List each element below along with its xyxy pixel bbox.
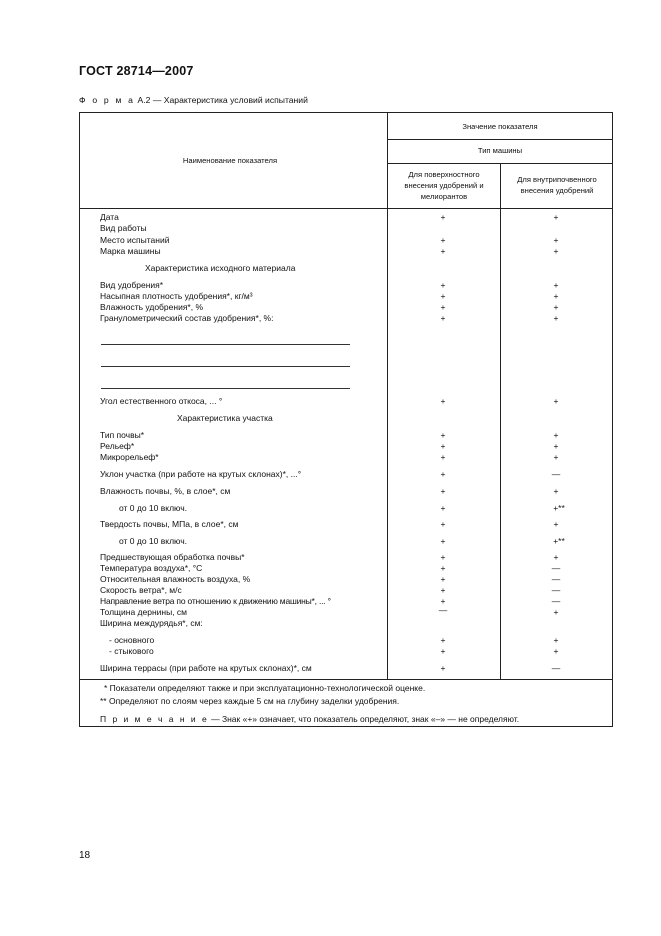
row-mark-subsurface: + (553, 212, 559, 222)
row-label: Угол естественного откоса, ... ° (100, 396, 223, 406)
row-mark-surface: + (440, 646, 446, 656)
row-label: Дата (100, 212, 119, 222)
row-mark-surface: + (440, 536, 446, 546)
row-mark-surface: + (440, 441, 446, 451)
row-label: Температура воздуха*, °С (100, 563, 203, 573)
row-mark-subsurface: + (553, 646, 559, 656)
row-label: Толщина дернины, см (100, 607, 188, 617)
header-name-column: Наименование показателя (182, 156, 278, 165)
row-label: Гранулометрический состав удобрения*, %: (100, 313, 274, 323)
form-caption (79, 95, 308, 105)
row-mark-subsurface: + (553, 313, 559, 323)
row-mark-surface: + (440, 503, 446, 513)
blank-fill-line (101, 344, 350, 345)
header-col-surface-line: мелиорантов (420, 192, 468, 201)
row-mark-subsurface: + (553, 291, 559, 301)
row-mark-subsurface: — (551, 596, 561, 606)
row-mark-subsurface: + (553, 235, 559, 245)
row-mark-subsurface: + (553, 430, 559, 440)
section-heading: Характеристика исходного материала (145, 263, 296, 273)
row-label: Вид удобрения* (100, 280, 164, 290)
row-mark-surface: + (440, 246, 446, 256)
footnote-double-star: ** Определяют по слоям через каждые 5 см на глубину заделки удобрения. (100, 696, 400, 706)
row-mark-subsurface: — (551, 563, 561, 573)
note-text: — Знак «+» означает, что показатель определяют, знак «–» — не определяют. (208, 714, 520, 724)
row-label: Рельеф* (100, 441, 135, 451)
row-mark-surface: + (440, 291, 446, 301)
row-mark-surface: + (440, 519, 446, 529)
row-mark-subsurface: — (551, 585, 561, 595)
row-mark-subsurface: + (553, 396, 559, 406)
note-lead: П р и м е ч а н и е (100, 714, 209, 724)
row-mark-surface: + (440, 585, 446, 595)
row-mark-subsurface: + (553, 452, 559, 462)
document-title: ГОСТ 28714—2007 (79, 64, 194, 78)
section-heading: Характеристика участка (177, 413, 273, 423)
row-label: Вид работы (100, 223, 147, 233)
row-mark-surface: + (440, 563, 446, 573)
row-label: Твердость почвы, МПа, в слое*, см (100, 519, 239, 529)
row-mark-subsurface: +** (553, 503, 565, 513)
row-mark-subsurface: + (553, 486, 559, 496)
row-mark-subsurface: + (553, 302, 559, 312)
row-label: Марка машины (100, 246, 161, 256)
row-label: Место испытаний (100, 235, 170, 245)
header-col-surface (388, 169, 500, 202)
row-label: - основного (109, 635, 155, 645)
row-mark-surface: + (440, 552, 446, 562)
row-mark-subsurface: — (551, 469, 561, 479)
table-divider-machine-col (500, 163, 501, 680)
form-label: Ф о р м а (79, 95, 136, 105)
row-label: от 0 до 10 включ. (119, 536, 188, 546)
row-mark-subsurface: + (553, 607, 559, 617)
row-mark-surface: + (440, 302, 446, 312)
row-mark-surface: + (440, 596, 446, 606)
header-col-surface-line: внесения удобрений и (404, 181, 484, 190)
header-col-subsurface-line: Для внутрипочвенного (517, 175, 597, 184)
row-mark-subsurface: + (553, 280, 559, 290)
form-caption-text: А.2 — Характеристика условий испытаний (137, 95, 308, 105)
table-line-header-bottom (79, 208, 613, 209)
header-col-surface-line: Для поверхностного (408, 170, 480, 179)
row-mark-subsurface: + (553, 635, 559, 645)
header-value-group: Значение показателя (462, 122, 538, 131)
row-label: Предшествующая обработка почвы* (100, 552, 245, 562)
row-label: от 0 до 10 включ. (119, 503, 188, 513)
row-mark-surface: + (440, 313, 446, 323)
row-label: Ширина междурядья*, см: (100, 618, 203, 628)
row-mark-subsurface: + (553, 246, 559, 256)
blank-fill-line (101, 366, 350, 367)
row-mark-surface: + (440, 486, 446, 496)
row-mark-surface: + (440, 396, 446, 406)
row-mark-surface: + (440, 430, 446, 440)
row-mark-surface: + (440, 452, 446, 462)
row-label: Скорость ветра*, м/с (100, 585, 182, 595)
row-label: Направление ветра по отношению к движению машины*, ... ° (100, 596, 331, 606)
row-label: Влажность удобрения*, % (100, 302, 204, 312)
row-mark-subsurface: — (551, 663, 561, 673)
row-label: Ширина террасы (при работе на крутых склонах)*, см (100, 663, 312, 673)
page-number: 18 (79, 850, 91, 861)
row-mark-subsurface: + (553, 519, 559, 529)
row-label: Уклон участка (при работе на крутых склонах)*, ...° (100, 469, 302, 479)
footnote-single-star: * Показатели определяют также и при эксплуатационно-технологической оценке. (104, 683, 426, 693)
row-label: - стыкового (109, 646, 154, 656)
conditions-table (79, 112, 613, 727)
table-line-machine-type (387, 163, 613, 164)
row-mark-subsurface: + (553, 552, 559, 562)
row-label: Тип почвы* (100, 430, 145, 440)
row-mark-surface: — (438, 605, 448, 615)
row-mark-surface: + (440, 574, 446, 584)
table-line-body-bottom (79, 679, 613, 680)
header-machine-type: Тип машины (477, 146, 523, 155)
table-line-value-group (387, 139, 613, 140)
row-mark-surface: + (440, 663, 446, 673)
row-label: Насыпная плотность удобрения*, кг/м³ (100, 291, 253, 301)
header-col-subsurface-line: внесения удобрений (520, 186, 594, 195)
row-mark-subsurface: + (553, 441, 559, 451)
blank-fill-line (101, 388, 350, 389)
row-mark-subsurface: +** (553, 536, 565, 546)
row-mark-surface: + (440, 235, 446, 245)
row-label: Относительная влажность воздуха, % (100, 574, 251, 584)
row-mark-surface: + (440, 469, 446, 479)
row-label: Микрорельеф* (100, 452, 159, 462)
row-label: Влажность почвы, %, в слое*, см (100, 486, 231, 496)
row-mark-surface: + (440, 212, 446, 222)
row-mark-surface: + (440, 635, 446, 645)
row-mark-surface: + (440, 280, 446, 290)
table-note (100, 714, 519, 724)
header-col-subsurface (501, 174, 613, 196)
row-mark-subsurface: — (551, 574, 561, 584)
